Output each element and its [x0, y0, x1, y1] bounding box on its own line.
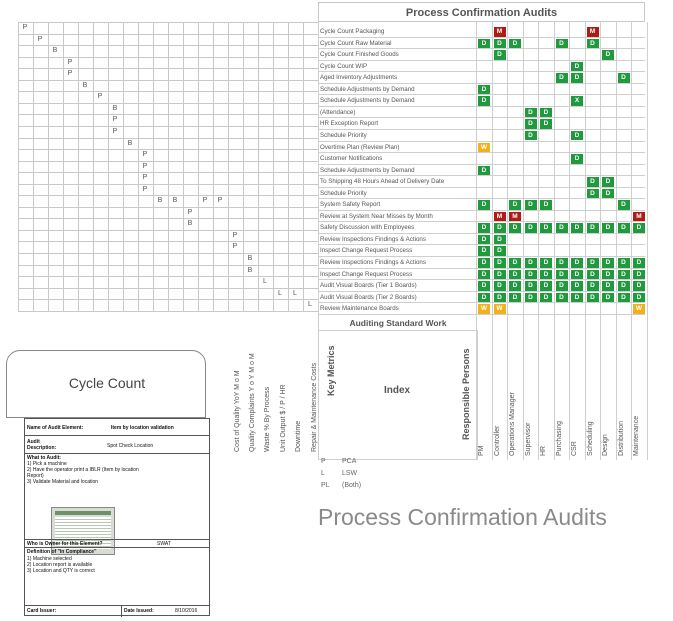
audit-element-label: Name of Audit Element:	[27, 425, 84, 431]
grid-column-line	[48, 22, 49, 311]
what-item-2: 2) Have the operator print a IBLR (Item by location Report)	[27, 467, 139, 479]
matrix-column-line	[600, 22, 601, 460]
task-name: To Shipping 48 Hours Ahead of Delivery Date	[320, 178, 445, 186]
task-name: Cycle Count Finished Goods	[320, 51, 399, 59]
row-divider	[318, 314, 645, 315]
task-name: Aged Inventory Adjustments	[320, 74, 398, 82]
matrix-mark: D	[478, 270, 490, 280]
matrix-mark: D	[540, 223, 552, 233]
matrix-mark: W	[494, 304, 506, 314]
task-name: Inspect Change Request Process	[320, 247, 413, 255]
matrix-mark: D	[587, 293, 599, 303]
grid-row-line	[18, 230, 318, 231]
legend-code: PL	[321, 482, 330, 489]
matrix-mark: D	[540, 270, 552, 280]
grid-letter: L	[293, 289, 297, 297]
matrix-mark: D	[525, 108, 537, 118]
grid-row-line	[18, 184, 318, 185]
index-box	[318, 330, 478, 460]
matrix-mark: D	[540, 258, 552, 268]
matrix-mark: D	[571, 281, 583, 291]
responsible-person-label: HR	[540, 445, 547, 456]
grid-letter: P	[142, 174, 148, 182]
matrix-mark: D	[494, 293, 506, 303]
matrix-mark: D	[494, 270, 506, 280]
grid-column-line	[153, 22, 154, 311]
matrix-mark: D	[556, 258, 568, 268]
matrix-mark: D	[618, 200, 630, 210]
responsible-person-label: Maintenance	[633, 415, 640, 456]
matrix-mark: D	[556, 270, 568, 280]
matrix-column-line	[538, 22, 539, 460]
matrix-mark: D	[509, 270, 521, 280]
matrix-mark: D	[540, 293, 552, 303]
index-label: Index	[384, 385, 411, 396]
card-body	[24, 418, 210, 616]
matrix-mark: D	[509, 223, 521, 233]
matrix-mark: D	[525, 223, 537, 233]
matrix-mark: D	[556, 39, 568, 49]
grid-row-line	[18, 299, 318, 300]
matrix-mark: D	[494, 281, 506, 291]
matrix-mark: D	[525, 200, 537, 210]
legend-text: LSW	[342, 470, 358, 477]
matrix-mark: D	[556, 223, 568, 233]
grid-letter: P	[37, 35, 43, 43]
grid-row-line	[18, 103, 318, 104]
grid-column-line	[123, 22, 124, 311]
matrix-column-line	[616, 22, 617, 460]
matrix-column-line	[647, 22, 648, 460]
matrix-mark: D	[494, 50, 506, 60]
matrix-mark: D	[478, 258, 490, 268]
card-title: Cycle Count	[68, 375, 146, 391]
matrix-column-line	[554, 22, 555, 460]
matrix-mark: D	[494, 39, 506, 49]
what-item-3: 3) Validate Material and location	[27, 479, 99, 485]
task-name: Cycle Count Raw Material	[320, 39, 392, 47]
grid-column-line	[78, 22, 79, 311]
matrix-mark: D	[602, 281, 614, 291]
matrix-mark: D	[602, 293, 614, 303]
audit-description-label: Audit Description:	[27, 439, 57, 451]
matrix-mark: W	[478, 143, 490, 153]
matrix-mark: D	[540, 281, 552, 291]
grid-column-line	[183, 22, 184, 311]
grid-column-line	[273, 22, 274, 311]
matrix-mark: D	[478, 246, 490, 256]
matrix-column-line	[507, 22, 508, 460]
matrix-mark: D	[556, 281, 568, 291]
key-metric-label: Repair & Maintenance Costs	[311, 362, 318, 452]
task-name: Customer Notifications	[320, 155, 383, 163]
grid-letter: P	[142, 162, 148, 170]
legend-text: (Both)	[342, 482, 362, 489]
responsible-person-label: Purchasing	[555, 420, 563, 456]
what-to-audit-label: What to Audit:	[27, 455, 61, 461]
date-issued-value: 8/10/2016	[175, 608, 198, 614]
matrix-mark: D	[540, 108, 552, 118]
matrix-mark: D	[494, 246, 506, 256]
key-metric-label: Unit Output $ / P / HR	[280, 384, 287, 452]
grid-letter: P	[67, 70, 73, 78]
matrix-mark: D	[525, 131, 537, 141]
matrix-mark: D	[571, 258, 583, 268]
matrix-column-line	[569, 22, 570, 460]
matrix-mark: D	[509, 293, 521, 303]
audit-description-value: Spot Check Location	[107, 443, 154, 449]
grid-row-line	[18, 161, 318, 162]
matrix-mark: D	[525, 293, 537, 303]
task-name: Schedule Priority	[320, 189, 367, 197]
responsible-person-label: Distribution	[617, 420, 625, 456]
matrix-mark: D	[571, 223, 583, 233]
responsible-person-label: Operations Manager	[509, 392, 516, 456]
matrix-mark: D	[618, 223, 630, 233]
grid-column-line	[198, 22, 199, 311]
grid-letter: B	[82, 81, 88, 89]
matrix-mark: D	[587, 39, 599, 49]
card-issuer-label: Card Issuer:	[27, 608, 57, 614]
responsible-person-label: Controller	[493, 425, 501, 456]
grid-column-line	[288, 22, 289, 311]
compliance-item-2: 2) Location report is available	[27, 562, 93, 568]
task-name: (Attendance)	[320, 108, 356, 116]
task-name: Overtime Plan (Review Plan)	[320, 143, 400, 151]
task-name: HR Exception Report	[320, 120, 379, 128]
matrix-mark: D	[602, 50, 614, 60]
matrix-mark: W	[478, 304, 490, 314]
grid-letter: B	[157, 197, 163, 205]
key-metric-label: Quality Complaints Y o Y M o M	[249, 353, 256, 452]
grid-column-line	[303, 22, 304, 311]
compliance-label: Definition of "In Compliance"	[27, 549, 97, 555]
task-name: Schedule Adjustments by Demand	[320, 166, 415, 174]
matrix-mark: D	[540, 119, 552, 129]
grid-row-line	[18, 45, 318, 46]
matrix-mark: D	[478, 281, 490, 291]
matrix-mark: D	[633, 270, 645, 280]
matrix-column-line	[631, 22, 632, 460]
matrix-mark: D	[478, 235, 490, 245]
matrix-mark: D	[587, 270, 599, 280]
grid-column-line	[33, 22, 34, 311]
grid-letter: P	[97, 93, 103, 101]
grid-row-line	[18, 91, 318, 92]
matrix-column-line	[523, 22, 524, 460]
matrix-mark: D	[633, 293, 645, 303]
matrix-mark: D	[618, 281, 630, 291]
matrix-mark: D	[509, 200, 521, 210]
matrix-mark: D	[618, 258, 630, 268]
matrix-mark: D	[525, 270, 537, 280]
matrix-mark: D	[478, 166, 490, 176]
matrix-mark: D	[509, 39, 521, 49]
grid-letter: L	[278, 289, 282, 297]
matrix-mark: D	[478, 223, 490, 233]
matrix-mark: D	[494, 223, 506, 233]
matrix-mark: D	[494, 258, 506, 268]
matrix-mark: D	[587, 223, 599, 233]
matrix-mark: M	[494, 27, 506, 37]
grid-letter: P	[217, 197, 223, 205]
grid-letter: P	[232, 243, 238, 251]
task-name: Cycle Count WIP	[320, 62, 368, 70]
task-name: Schedule Priority	[320, 131, 367, 139]
grid-row-line	[18, 265, 318, 266]
task-name: Review Inspections Findings & Actions	[320, 259, 426, 266]
audit-element-value: Item by location validation	[111, 425, 174, 431]
matrix-mark: X	[571, 96, 583, 106]
key-metric-label: Downtime	[295, 420, 302, 452]
matrix-mark: D	[633, 258, 645, 268]
grid-row-line	[18, 207, 318, 208]
grid-row-line	[18, 138, 318, 139]
matrix-mark: M	[509, 212, 521, 222]
matrix-column-line	[585, 22, 586, 460]
grid-column-line	[108, 22, 109, 311]
grid-letter: B	[247, 266, 253, 274]
compliance-item-1: 1) Machine selected	[27, 556, 72, 562]
matrix-mark: D	[587, 189, 599, 199]
grid-letter: B	[112, 104, 118, 112]
task-name: System Safety Report	[320, 201, 381, 209]
matrix-mark: D	[587, 177, 599, 187]
matrix-mark: D	[571, 73, 583, 83]
grid-row-line	[18, 22, 318, 23]
key-metric-label: Waste % By Process	[264, 386, 271, 452]
matrix-mark: D	[602, 177, 614, 187]
task-name: Schedule Adjustments by Demand	[320, 97, 415, 105]
grid-letter: B	[187, 220, 193, 228]
matrix-mark: D	[509, 281, 521, 291]
responsible-person-label: PM	[478, 445, 485, 456]
grid-column-line	[93, 22, 94, 311]
grid-row-line	[18, 172, 318, 173]
grid-letter: P	[112, 127, 118, 135]
activity-letter-grid	[18, 22, 318, 318]
grid-letter: P	[142, 151, 148, 159]
task-name: Review at System Near Misses by Month	[320, 212, 433, 220]
card-header	[6, 350, 206, 418]
owner-label: Who is Owner for this Element?	[27, 541, 103, 547]
matrix-mark: D	[571, 131, 583, 141]
legend-code: P	[321, 458, 326, 465]
matrix-mark: D	[478, 85, 490, 95]
matrix-mark: D	[525, 258, 537, 268]
grid-row-line	[18, 253, 318, 254]
matrix-mark: D	[478, 200, 490, 210]
task-name: Cycle Count Packaging	[320, 28, 385, 35]
matrix-mark: D	[633, 223, 645, 233]
grid-row-line	[18, 311, 318, 312]
task-name: Schedule Adjustments by Demand	[320, 85, 415, 93]
responsible-person-label: Scheduling	[586, 421, 594, 456]
compliance-item-3: 3) Location and QTY is correct	[27, 568, 95, 574]
matrix-mark: M	[587, 27, 599, 37]
matrix-mark: D	[509, 258, 521, 268]
grid-letter: P	[232, 231, 238, 239]
grid-column-line	[168, 22, 169, 311]
task-name: Review Maintenance Boards	[320, 305, 399, 313]
matrix-mark: D	[587, 281, 599, 291]
matrix-mark: D	[633, 281, 645, 291]
legend-text: PCA	[342, 458, 357, 465]
matrix-mark: D	[556, 73, 568, 83]
grid-row-line	[18, 149, 318, 150]
audit-card	[6, 350, 206, 616]
matrix-mark: D	[571, 154, 583, 164]
matrix-mark: D	[525, 281, 537, 291]
matrix-header-title: Process Confirmation Audits	[318, 2, 645, 22]
matrix-mark: D	[618, 73, 630, 83]
grid-letter: L	[263, 278, 267, 286]
task-name: Inspect Change Request Process	[320, 270, 413, 278]
grid-letter: P	[187, 208, 193, 216]
matrix-column-line	[492, 22, 493, 460]
matrix-mark: D	[602, 189, 614, 199]
grid-column-line	[18, 22, 19, 311]
grid-letter: P	[67, 58, 73, 66]
grid-row-line	[18, 114, 318, 115]
matrix-mark: D	[587, 258, 599, 268]
matrix-mark: M	[633, 212, 645, 222]
responsible-person-label: Supervisor	[524, 422, 532, 456]
matrix-mark: D	[602, 223, 614, 233]
matrix-mark: D	[618, 270, 630, 280]
matrix-mark: D	[602, 258, 614, 268]
grid-letter: P	[22, 24, 28, 31]
grid-row-line	[18, 126, 318, 127]
auditing-standard-work-label: Auditing Standard Work	[349, 318, 447, 328]
grid-row-line	[18, 80, 318, 81]
grid-column-line	[213, 22, 214, 311]
matrix-mark: M	[494, 212, 506, 222]
grid-row-line	[18, 34, 318, 35]
grid-letter: B	[127, 139, 133, 147]
owner-value: SWAT	[157, 541, 171, 547]
grid-row-line	[18, 276, 318, 277]
grid-letter: B	[247, 255, 253, 262]
matrix-mark: D	[571, 293, 583, 303]
matrix-mark: D	[540, 200, 552, 210]
key-metrics-title: Key Metrics	[326, 345, 336, 396]
matrix-mark: D	[478, 39, 490, 49]
responsible-person-label: CSR	[571, 441, 578, 456]
matrix-mark: D	[571, 62, 583, 72]
page-title: Process Confirmation Audits	[318, 504, 607, 530]
legend-code: L	[321, 470, 325, 477]
task-name: Safety Discussion with Employees	[320, 224, 415, 232]
grid-column-line	[228, 22, 229, 311]
responsible-persons-title: Responsible Persons	[461, 348, 471, 440]
matrix-mark: W	[633, 304, 645, 314]
grid-letter: P	[142, 185, 148, 193]
grid-letter: P	[202, 197, 208, 205]
grid-letter: P	[112, 116, 118, 124]
date-issued-label: Date Issued:	[124, 608, 154, 614]
matrix-mark: D	[525, 119, 537, 129]
matrix-mark: D	[571, 270, 583, 280]
matrix-mark: D	[478, 96, 490, 106]
key-metric-label: Cost of Quality YoY M o M	[234, 370, 241, 452]
grid-row-line	[18, 241, 318, 242]
matrix-mark: D	[478, 293, 490, 303]
responsible-person-label: Design	[602, 434, 609, 456]
task-name: Review Inspections Findings & Actions	[320, 235, 426, 243]
grid-column-line	[258, 22, 259, 311]
task-name: Audit Visual Boards (Tier 1 Boards)	[320, 282, 417, 290]
task-name: Audit Visual Boards (Tier 2 Boards)	[320, 293, 417, 301]
matrix-mark: D	[618, 293, 630, 303]
grid-row-line	[18, 218, 318, 219]
grid-letter: B	[52, 47, 58, 55]
grid-letter: B	[172, 197, 178, 205]
matrix-mark: D	[556, 293, 568, 303]
matrix-mark: D	[602, 270, 614, 280]
grid-letter: L	[308, 301, 312, 309]
what-item-1: 1) Pick a machine	[27, 461, 67, 467]
matrix-mark: D	[494, 235, 506, 245]
